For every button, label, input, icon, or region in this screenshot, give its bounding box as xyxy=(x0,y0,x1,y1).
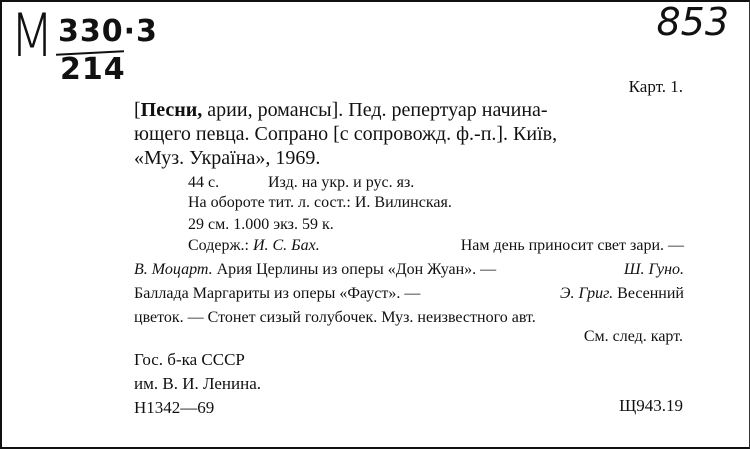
handwritten-mark: M xyxy=(10,1,53,71)
title-line-3: «Муз. Україна», 1969. xyxy=(134,147,321,169)
contents-row-4: цветок. — Стонет сизый голубочек. Муз. неизвестного авт. xyxy=(134,309,536,326)
contents-row-1 xyxy=(134,234,684,258)
library-code: Н1342—69 xyxy=(134,398,215,417)
handwritten-corner-number: 853 xyxy=(656,0,729,44)
title-heading: Песни, xyxy=(140,99,203,121)
library-line-2: им. В. И. Ленина. xyxy=(134,374,262,393)
compiler-note: На обороте тит. л. сост.: И. Вилинская. xyxy=(188,194,452,211)
contents-row-1-rest: Нам день приносит свет зари. — xyxy=(460,237,684,254)
library-line-1: Гос. б-ка СССР xyxy=(134,350,245,369)
card-number: Карт. 1. xyxy=(628,77,683,96)
format-note: 29 см. 1.000 экз. 59 к. xyxy=(188,216,334,233)
handwritten-shelf-number-bottom: 214 xyxy=(60,52,126,87)
contents-row-3: Баллада Маргариты из оперы «Фауст». — Э. Григ. Весенний xyxy=(134,285,684,302)
contents-block xyxy=(134,234,684,330)
title-line-1-rest: арии, романсы]. Пед. репертуар начина- xyxy=(202,99,548,121)
title-bracket: [ xyxy=(134,99,141,121)
pages: 44 с. xyxy=(188,174,220,191)
language-note: Изд. на укр. и рус. яз. xyxy=(268,174,415,191)
handwritten-shelf-number-top: 330·3 xyxy=(58,14,158,49)
see-next-card: См. след. карт. xyxy=(583,328,683,345)
contents-label: Содерж.: И. С. Бах. xyxy=(188,237,320,254)
shelf-code: Щ943.19 xyxy=(619,396,683,415)
title-line-2: ющего певца. Сопрано [с сопровожд. ф.-п.]. Київ, xyxy=(134,123,558,145)
title-line-1 xyxy=(134,98,548,122)
contents-row-2: В. Моцарт. Ария Церлины из оперы «Дон Жуан». — Ш. Гуно. xyxy=(134,261,684,278)
